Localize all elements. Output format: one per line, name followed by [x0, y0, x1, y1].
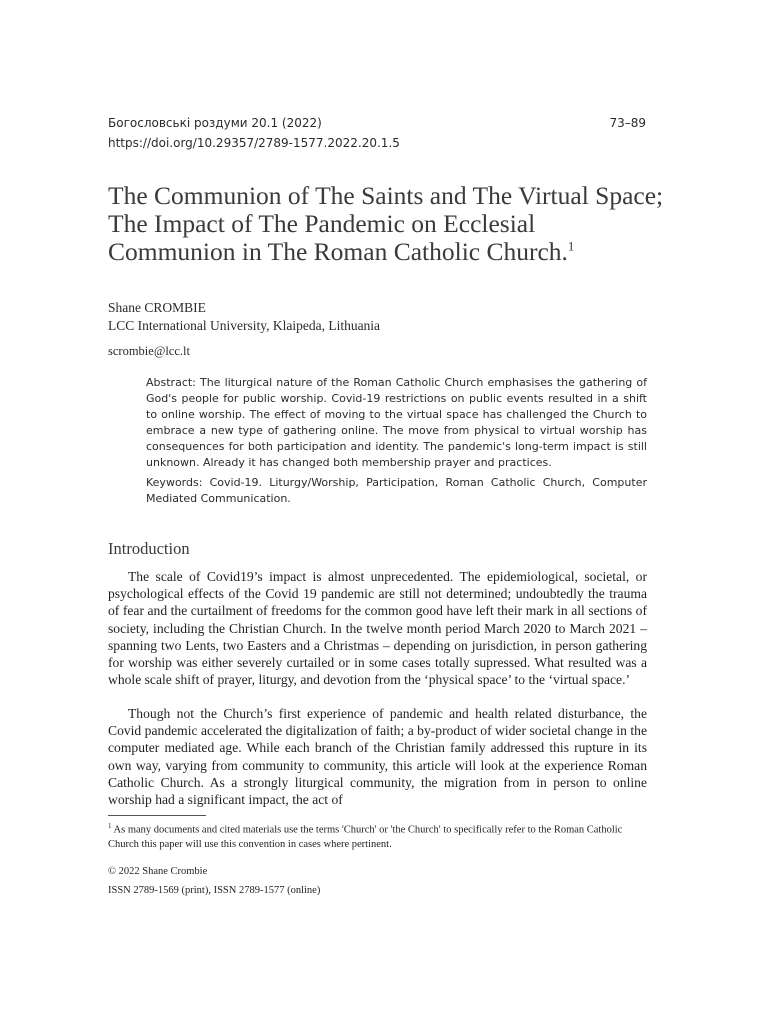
author-name: Shane CROMBIE	[108, 300, 206, 315]
author-affiliation: LCC International University, Klaipeda, Lithuania	[108, 318, 381, 333]
author-email[interactable]: scrombie@lcc.lt	[108, 344, 190, 358]
body-paragraph: Though not the Church’s first experience of pandemic and health related disturbance, the Covid pandemic accelerated the digitalization of faith; a by-product of wider societal change in the computer mediated age. While each branch of the Christian family addressed this rupture in its own way, varying from community to community, this article will look at the experience Roman Catholic Church. As a strongly liturgical community, the migration from in person to online worship had a significant impact, the act of	[108, 706, 647, 808]
footnote	[108, 819, 647, 852]
title-footnote-mark[interactable]: 1	[567, 238, 575, 254]
abstract: Abstract: The liturgical nature of the Roman Catholic Church emphasises the gathering of God's people for public worship. Covid-19 restrictions on public events resulted in a shift to online worship. The effect of moving to the virtual space has challenged the Church to embrace a new type of gathering online. The move from physical to virtual worship has consequences for both participation and identity. The pandemic's long-term impact is still unknown. Already it has changed both membership prayer and practices.	[146, 376, 647, 469]
footnote-mark: 1	[108, 822, 112, 830]
article-title-text: The Communion of The Saints and The Virtual Space; The Impact of The Pandemic on Ecclesial Communion in The Roman Catholic Church.	[108, 181, 664, 266]
doi-link[interactable]: https://doi.org/10.29357/2789-1577.2022.20.1.5	[108, 136, 400, 150]
page-range: 73–89	[609, 116, 646, 130]
section-heading-introduction: Introduction	[108, 539, 190, 558]
journal-name: Богословські роздуми 20.1 (2022)	[108, 116, 322, 130]
footnote-divider	[108, 815, 206, 816]
body-paragraph: The scale of Covid19’s impact is almost unprecedented. The epidemiological, societal, or psychological effects of the Covid 19 pandemic are still not determined; undoubtedly the trauma of fear and the curtailment of freedoms for the common good have left their mark in all sections of society, including the Christian Church. In the twelve month period March 2020 to March 2021 – spanning two Lents, two Easters and a Christmas – depending on jurisdiction, in person gathering for worship was either severely curtailed or in some cases totally supressed. What resulted was a whole scale shift of prayer, liturgy, and devotion from the ‘physical space’ to the ‘virtual space.’	[108, 569, 647, 688]
copyright-notice: © 2022 Shane Crombie	[108, 866, 208, 877]
article-title	[108, 182, 668, 266]
journal-header	[108, 116, 646, 130]
issn-info: ISSN 2789-1569 (print), ISSN 2789-1577 (online)	[108, 885, 321, 896]
keywords: Keywords: Covid-19. Liturgy/Worship, Participation, Roman Catholic Church, Computer Mediated Communication.	[146, 476, 647, 505]
footnote-text: As many documents and cited materials use the terms 'Church' or 'the Church' to specifically refer to the Roman Catholic Church this paper will use this convention in cases where pertinent.	[108, 824, 623, 850]
